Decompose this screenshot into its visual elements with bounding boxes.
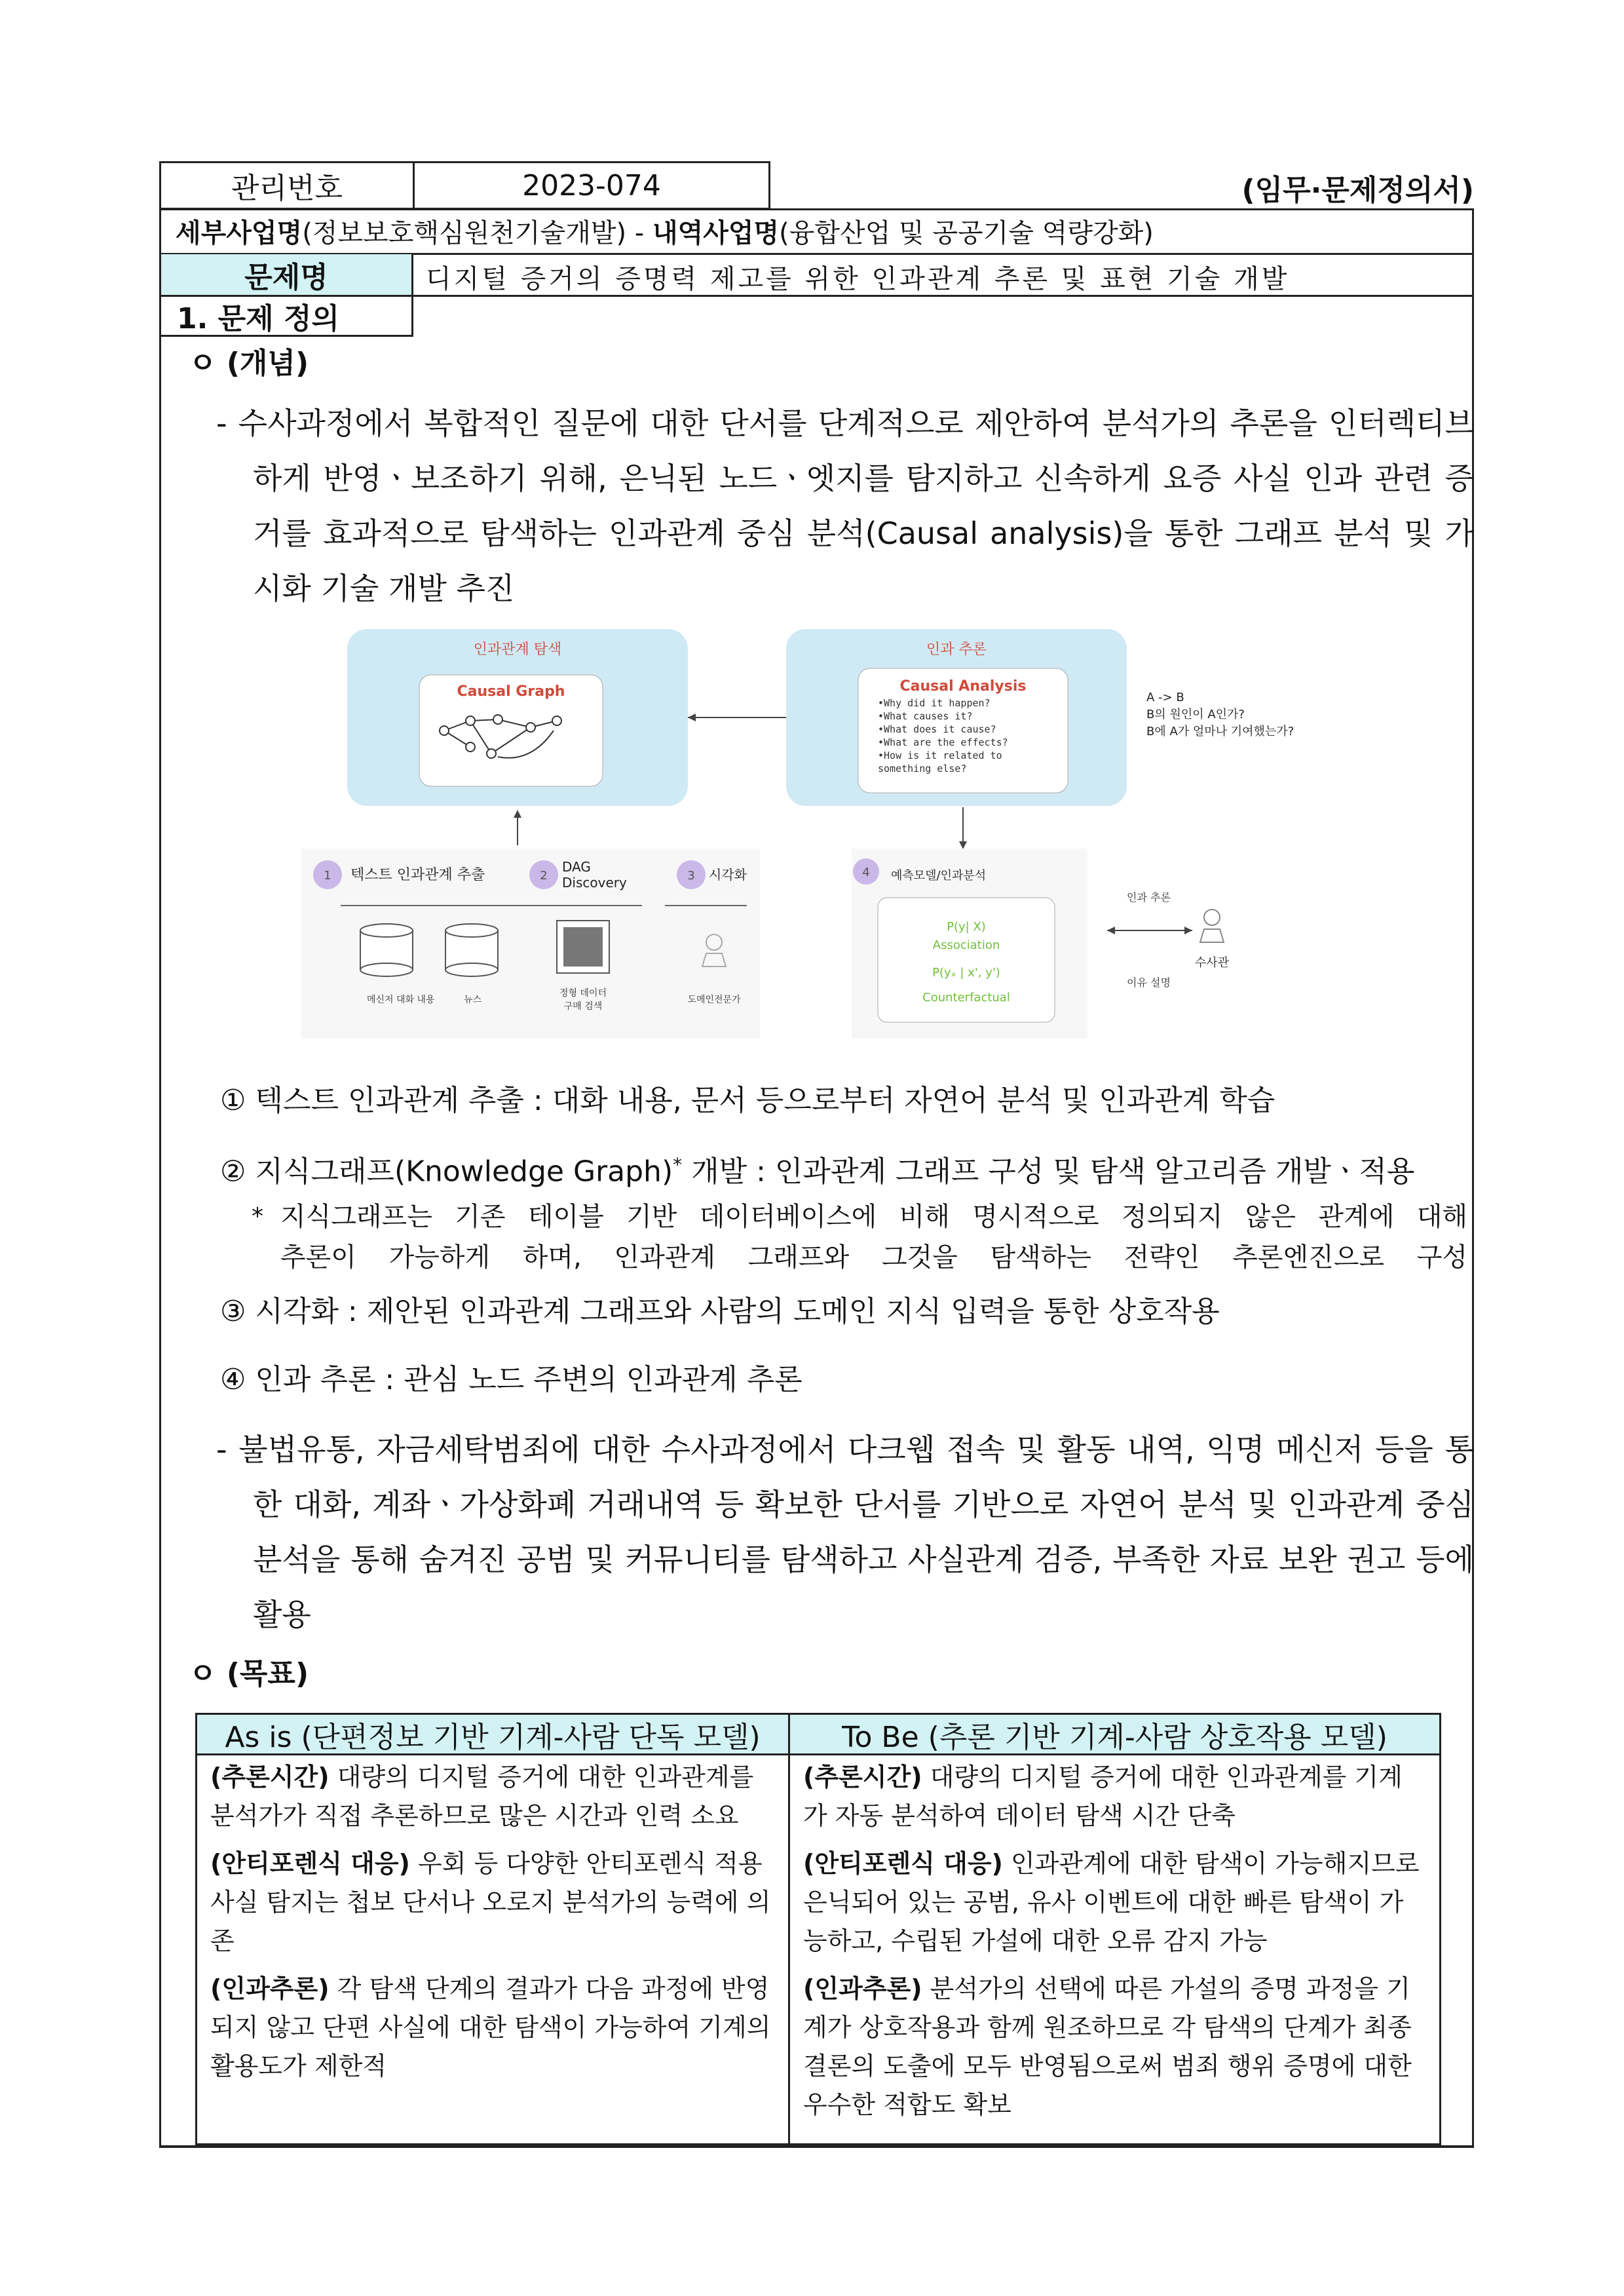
mgmt-label: 관리번호 <box>231 172 343 205</box>
model-line: P(yₓ | x', y') <box>932 966 1000 980</box>
item2-text: ② 지식그래프(Knowledge Graph) <box>220 1155 673 1189</box>
model-line: Counterfactual <box>922 991 1010 1004</box>
step4-label: 예측모델/인과분석 <box>891 869 987 883</box>
database-icon <box>445 924 498 976</box>
right-panel-title: 인과 추론 <box>926 641 987 658</box>
project-text-1: (정보보호핵심원천기술개발) - <box>302 218 652 248</box>
tobe-tag: (안티포렌식 대응) <box>803 1849 1003 1878</box>
arrow-head-icon <box>959 841 967 849</box>
asis-tag: (인과추론) <box>210 1974 330 2003</box>
asis-item <box>210 1970 775 2086</box>
item-4: ④ 인과 추론 : 관심 노드 주변의 인과관계 추론 <box>220 1363 803 1396</box>
tobe-header: To Be (추론 기반 기계-사람 상호작용 모델) <box>790 1715 1439 1755</box>
goal-table <box>195 1713 1441 2145</box>
arrow-bottom-label: 이유 설명 <box>1127 976 1171 989</box>
section-title-cell <box>161 296 413 337</box>
tobe-column <box>790 1755 1439 2143</box>
analysis-line: •Why did it happen? <box>878 697 991 709</box>
project-label-2: 내역사업명 <box>652 218 780 248</box>
side-note-line: B에 A가 얼마나 기여했는가? <box>1146 725 1294 738</box>
analysis-line: something else? <box>878 763 967 775</box>
mgmt-label-cell <box>159 161 415 210</box>
arrow-head-icon <box>1107 927 1115 934</box>
grid-label: 구매 검색 <box>563 1001 603 1012</box>
asis-item <box>210 1845 775 1961</box>
diagram-svg <box>301 622 1294 1042</box>
analysis-line: •What are the effects? <box>878 737 1008 748</box>
mgmt-number: 2023-074 <box>522 168 661 202</box>
asis-text: 각 탐색 단계의 결과가 다음 과정에 반영되지 않고 단편 사실에 대한 탐색이 가능하여 기계의 활용도가 제한적 <box>210 1974 771 2080</box>
doc-type: (임무·문제정의서) <box>1241 174 1474 207</box>
note-line-2: 추론이 가능하게 하며, 인과관계 그래프와 그것을 탐색하는 전략인 추론엔진으로 구성 <box>280 1242 1467 1272</box>
project-text-2: (융합산업 및 공공기술 역량강화) <box>779 218 1154 248</box>
step-number: 2 <box>540 869 548 883</box>
item2-rest: 개발 : 인과관계 그래프 구성 및 탐색 알고리즘 개발ㆍ적용 <box>682 1155 1415 1189</box>
asis-header: As is (단편정보 기반 기계-사람 단독 모델) <box>197 1715 790 1755</box>
investigator-label: 수사관 <box>1194 956 1230 970</box>
step3-label: 시각화 <box>709 867 747 883</box>
problem-label: 문제명 <box>244 261 328 294</box>
goal-heading: ㅇ (목표) <box>189 1657 309 1691</box>
person-label: 도메인전문가 <box>687 995 741 1005</box>
step-number: 4 <box>862 866 870 879</box>
side-note-line: A -> B <box>1146 691 1184 704</box>
concept-heading: ㅇ (개념) <box>189 347 309 380</box>
asis-text: 대량의 디지털 증거에 대한 인과관계를 분석가가 직접 추론하므로 많은 시간과 인력 소요 <box>210 1763 754 1830</box>
analysis-line: •What does it cause? <box>878 723 996 735</box>
step-number: 1 <box>324 869 331 883</box>
item2-sup: * <box>673 1154 683 1176</box>
analysis-line: •What causes it? <box>878 710 973 722</box>
note-line-1: 지식그래프는 기존 테이블 기반 데이터베이스에 비해 명시적으로 정의되지 않은 관계에 대해 <box>280 1202 1467 1232</box>
db1-label: 메신저 대화 내용 <box>367 995 435 1005</box>
arrow-head-icon <box>514 810 521 818</box>
tobe-text: 대량의 디지털 증거에 대한 인과관계를 기계가 자동 분석하여 데이터 탐색 시간 단축 <box>803 1763 1403 1830</box>
tobe-item <box>803 1758 1426 1835</box>
left-panel-title: 인과관계 탐색 <box>473 641 562 658</box>
step-number: 3 <box>687 869 695 883</box>
model-line: P(y| X) <box>947 920 986 934</box>
asis-column <box>197 1755 790 2143</box>
problem-title: 디지털 증거의 증명력 제고를 위한 인과관계 추론 및 표현 기술 개발 <box>426 264 1290 294</box>
analysis-line: •How is it related to <box>878 750 1002 761</box>
section-title: 1. 문제 정의 <box>177 301 339 335</box>
arrow-head-icon <box>1184 927 1192 934</box>
note-star: * <box>252 1203 263 1230</box>
model-line: Association <box>932 938 1000 952</box>
causal-analysis-title: Causal Analysis <box>899 678 1027 695</box>
tobe-text: 인과관계에 대한 탐색이 가능해지므로 은닉되어 있는 공범, 유사 이벤트에 대한 빠른 탐색이 가능하고, 수립된 가설에 대한 오류 감지 가능 <box>803 1849 1420 1955</box>
causal-diagram <box>301 622 1294 1042</box>
project-line <box>176 215 1466 252</box>
item-3: ③ 시각화 : 제안된 인과관계 그래프와 사람의 도메인 지식 입력을 통한 상호작용 <box>220 1295 1220 1328</box>
investigator-icon <box>1200 909 1224 942</box>
concept-bullet-2: - 불법유통, 자금세탁범죄에 대한 수사과정에서 다크웹 접속 및 활동 내역, 익명 메신저 등을 통한 대화, 계좌ㆍ가상화폐 거래내역 등 확보한 단서를 기반으로 자연어 분석 및 인과관계 중심 분석을 통해 숨겨진 공범 및 커뮤니티를 탐색하고 사실관계 검증, 부족한 자료 보완 권고 등에 활용 <box>216 1432 1474 1632</box>
side-note-line: B의 원인이 A인가? <box>1146 708 1245 721</box>
data-grid-icon <box>557 921 609 973</box>
problem-label-cell <box>161 254 413 295</box>
step1-label: 텍스트 인과관계 추출 <box>350 867 485 883</box>
mgmt-number-cell <box>413 161 770 210</box>
grid-label: 정형 데이터 <box>559 988 607 999</box>
tobe-tag: (추론시간) <box>803 1763 922 1791</box>
causal-graph-title: Causal Graph <box>457 683 565 700</box>
database-icon <box>360 924 413 976</box>
item-2 <box>220 1139 1471 1198</box>
project-label-1: 세부사업명 <box>176 218 303 248</box>
asis-tag: (안티포렌식 대응) <box>210 1849 410 1878</box>
item-1: ① 텍스트 인과관계 추출 : 대화 내용, 문서 등으로부터 자연어 분석 및 인과관계 학습 <box>220 1084 1275 1117</box>
asis-tag: (추론시간) <box>210 1763 330 1791</box>
step2-label: Discovery <box>562 875 627 890</box>
step2-label: DAG <box>562 859 591 875</box>
tobe-tag: (인과추론) <box>803 1974 922 2003</box>
concept-bullet: - 수사과정에서 복합적인 질문에 대한 단서를 단계적으로 제안하여 분석가의 추론을 인터렉티브하게 반영ㆍ보조하기 위해, 은닉된 노드ㆍ엣지를 탐지하고 신속하게 요증 사실 인과 관련 증거를 효과적으로 탐색하는 인과관계 중심 분석(Causal analysis)을 통한 그래프 분석 및 가시화 기술 개발 추진 <box>216 406 1474 606</box>
arrow-head-icon <box>688 714 696 721</box>
arrow-top-label: 인과 추론 <box>1127 891 1171 904</box>
asis-text: 우회 등 다양한 안티포렌식 적용사실 탐지는 첩보 단서나 오로지 분석가의 능력에 의존 <box>210 1849 771 1955</box>
db2-label: 뉴스 <box>464 995 482 1005</box>
asis-item <box>210 1758 775 1835</box>
tobe-item <box>803 1845 1426 1961</box>
tobe-item <box>803 1970 1426 2124</box>
tobe-text: 분석가의 선택에 따른 가설의 증명 과정을 기계가 상호작용과 함께 원조하므로 각 탐색의 단계가 최종 결론의 도출에 모두 반영됨으로써 범죄 행위 증명에 대한 우수한 적합도 확보 <box>803 1974 1412 2119</box>
